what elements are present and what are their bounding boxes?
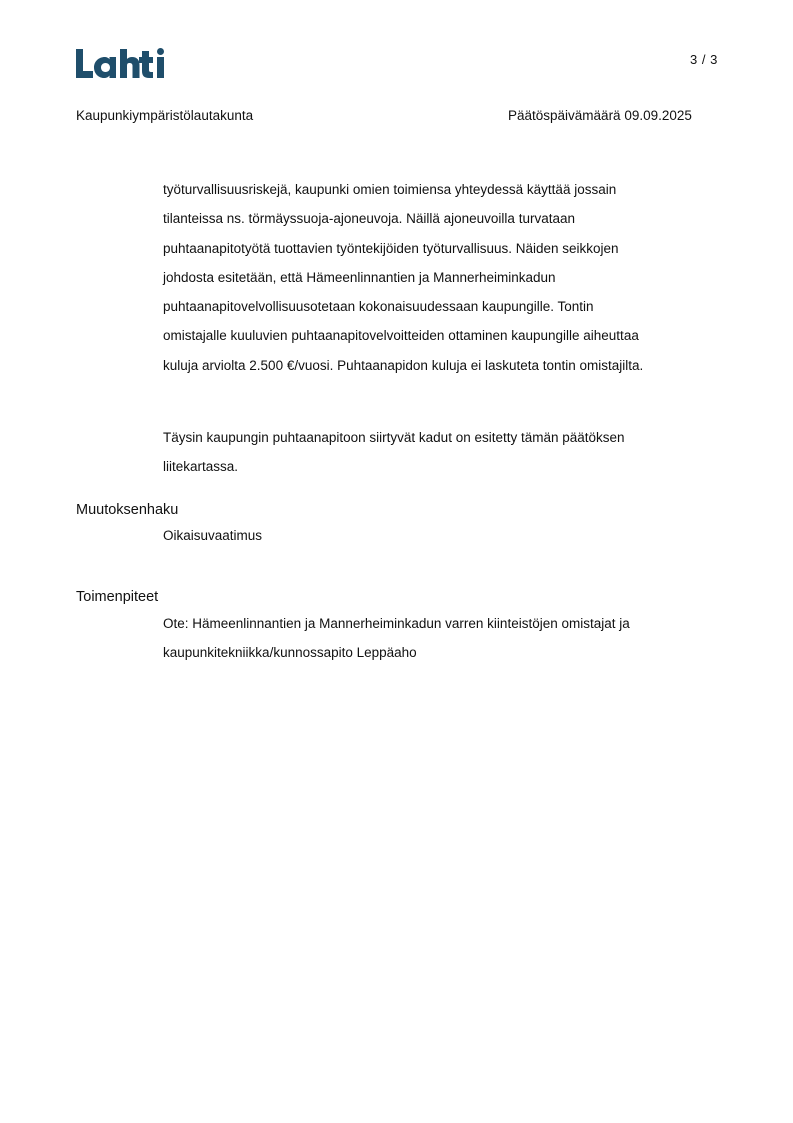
actions-text [163, 609, 723, 668]
lahti-logo [75, 47, 167, 81]
appeal-heading: Muutoksenhaku [76, 502, 179, 518]
text-line: puhtaanapitovelvollisuusotetaan kokonaisuudessaan kaupungille. Tontin [163, 299, 594, 315]
text-line: johdosta esitetään, että Hämeenlinnantien ja Mannerheiminkadun [163, 269, 556, 285]
text-line: Täysin kaupungin puhtaanapitoon siirtyvät kadut on esitetty tämän päätöksen [163, 430, 625, 445]
text-line: kuluja arviolta 2.500 €/vuosi. Puhtaanapidon kuluja ei laskuteta tontin omistajilta. [163, 357, 644, 373]
text-line: kaupunkitekniikka/kunnossapito Leppäaho [163, 645, 417, 661]
actions-heading: Toimenpiteet [76, 589, 159, 605]
text-line: Ote: Hämeenlinnantien ja Mannerheiminkadun varren kiinteistöjen omistajat ja [163, 616, 630, 631]
text-line: työturvallisuusriskejä, kaupunki omien toimiensa yhteydessä käyttää jossain [163, 182, 617, 197]
appeal-text: Oikaisuvaatimus [163, 528, 263, 543]
paragraph-cost [163, 175, 723, 380]
text-line: liitekartassa. [163, 459, 239, 475]
text-line: tilanteissa ns. törmäyssuoja-ajoneuvoja. Näillä ajoneuvoilla turvataan [163, 211, 575, 227]
paragraph-map [163, 423, 723, 482]
committee-name: Kaupunkiympäristölautakunta [76, 108, 254, 123]
text-line: omistajalle kuuluvien puhtaanapitovelvoitteiden ottaminen kaupungille aiheuttaa [163, 328, 639, 344]
text-line: puhtaanapitotyötä tuottavien työntekijöiden työturvallisuus. Näiden seikkojen [163, 240, 619, 256]
decision-date: Päätöspäivämäärä 09.09.2025 [508, 108, 692, 123]
page-number: 3 / 3 [690, 52, 718, 67]
